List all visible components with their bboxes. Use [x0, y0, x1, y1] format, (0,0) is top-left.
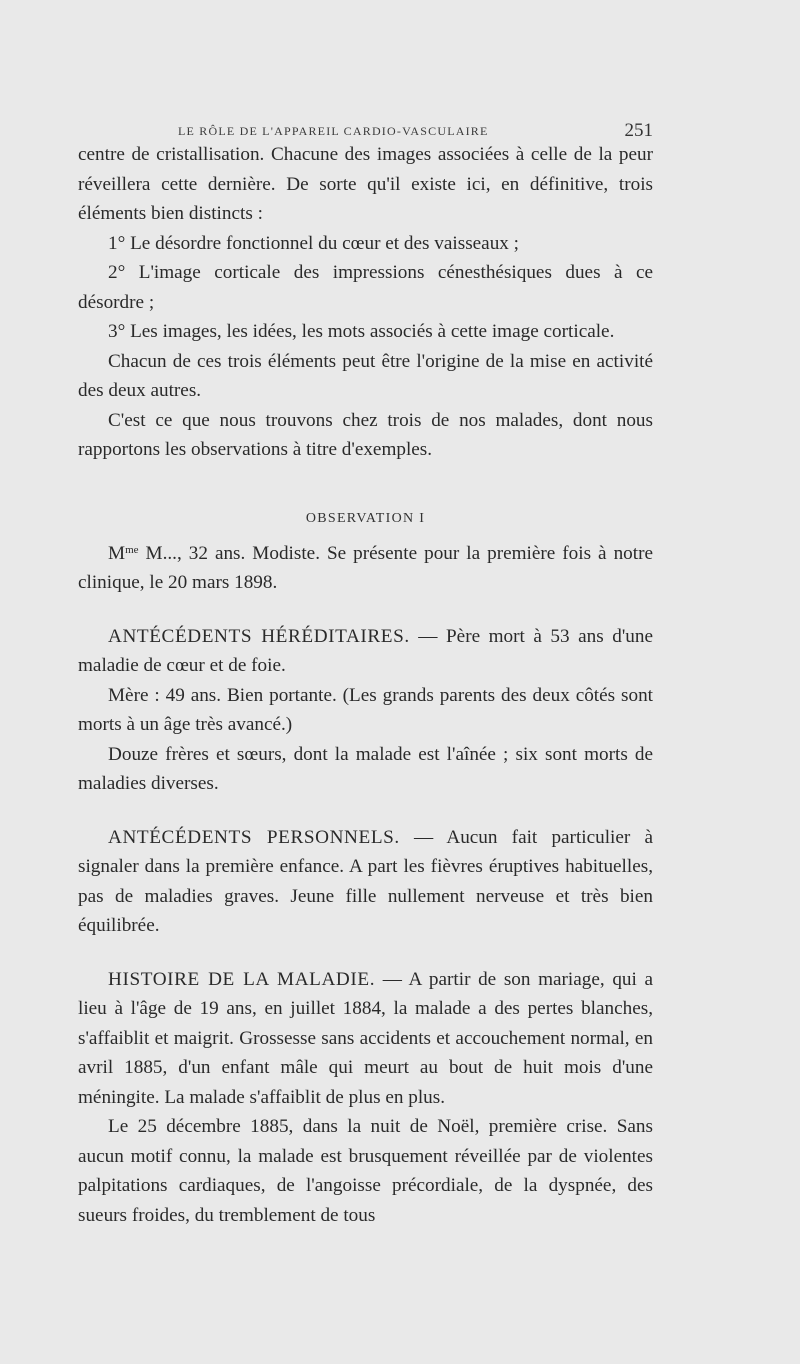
patient-text: M..., 32 ans. Modiste. Se présente pour la première fois à notre clinique, le 20 mars 1898.: [78, 542, 653, 593]
hereditary-paragraph: [78, 622, 653, 681]
intro-paragraph-3: C'est ce que nous trouvons chez trois de nos malades, dont nous rapportons les observations à titre d'exemples.: [78, 409, 653, 460]
observation-title: OBSERVATION I: [305, 510, 426, 526]
personal-heading: ANTÉCÉDENTS PERSONNELS.: [108, 826, 400, 848]
history-heading: HISTOIRE DE LA MALADIE.: [108, 968, 376, 990]
list-item-3: 3° Les images, les idées, les mots associés à cette image corticale.: [108, 321, 615, 342]
hereditary-mother: Mère : 49 ans. Bien portante. (Les grands parents des deux côtés sont morts à un âge très avancé.): [78, 684, 653, 735]
hereditary-siblings: Douze frères et sœurs, dont la malade est l'aînée ; six sont morts de maladies diverses.: [78, 743, 653, 794]
history-paragraph-2: Le 25 décembre 1885, dans la nuit de Noël, première crise. Sans aucun motif connu, la malade est brusquement réveillée par de violentes palpitations cardiaques, de l'angoisse précordiale, de la dyspnée, des sueurs froides, du tremblement de tous: [78, 1116, 653, 1226]
list-item-1: 1° Le désordre fonctionnel du cœur et des vaisseaux ;: [108, 232, 520, 254]
page-body: [78, 140, 653, 1230]
patient-prefix: M: [108, 542, 126, 564]
page-number: 251: [624, 120, 653, 141]
running-title: LE RÔLE DE L'APPAREIL CARDIO-VASCULAIRE: [178, 124, 489, 138]
intro-paragraph: centre de cristallisation. Chacune des images associées à celle de la peur réveillera cette dernière. De sorte qu'il existe ici, en définitive, trois éléments bien distincts :: [78, 144, 653, 224]
patient-prefix-sup: me: [125, 543, 139, 556]
personal-text: — Aucun fait particulier à signaler dans la première enfance. A part les fièvres éruptives habituelles, pas de maladies graves. Jeune fille nullement nerveuse et très bien équilibrée.: [78, 826, 653, 936]
hereditary-heading: ANTÉCÉDENTS HÉRÉDITAIRES.: [108, 625, 410, 647]
patient-paragraph: [78, 539, 653, 598]
hereditary-text: — Père mort à 53 ans d'une maladie de cœur et de foie.: [78, 625, 653, 676]
personal-paragraph: [78, 823, 653, 941]
intro-paragraph-2: Chacun de ces trois éléments peut être l'origine de la mise en activité des deux autres.: [78, 350, 653, 401]
history-text: — A partir de son mariage, qui a lieu à l'âge de 19 ans, en juillet 1884, la malade a des pertes blanches, s'affaiblit et maigrit. Grossesse sans accidents et accouchement normal, en avril 1885, d'un enfant mâle qui meurt au bout de huit mois d'une méningite. La malade s'affaiblit de plus en plus.: [78, 968, 653, 1108]
history-paragraph: [78, 965, 653, 1113]
list-item-2: 2° L'image corticale des impressions cénesthésiques dues à ce désordre ;: [78, 262, 653, 313]
